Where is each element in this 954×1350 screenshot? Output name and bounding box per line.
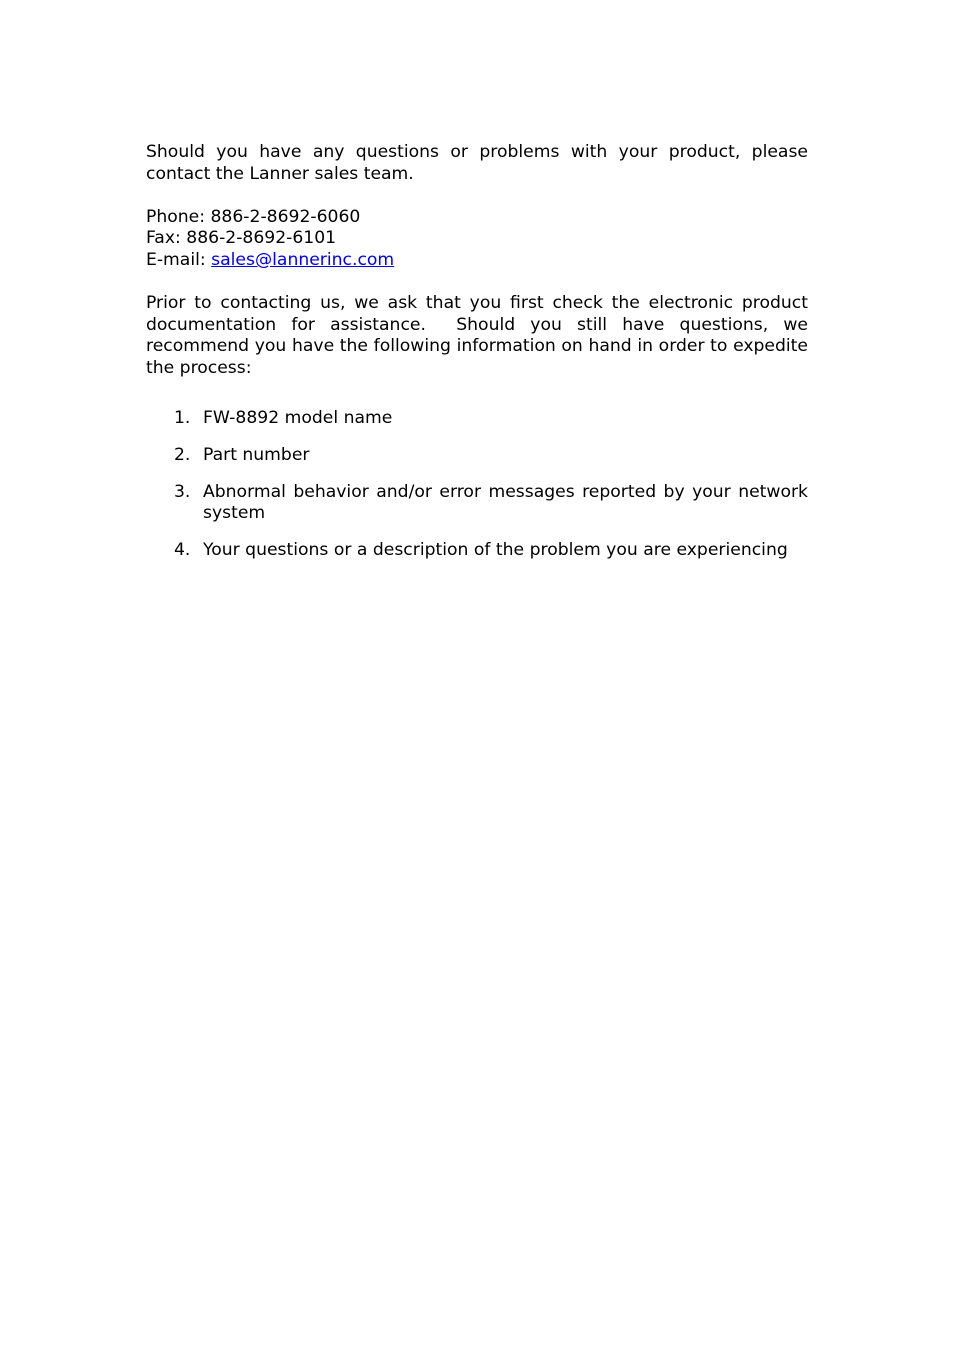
- info-checklist: [146, 408, 808, 562]
- list-item-number: 2.: [174, 444, 191, 465]
- list-item: [146, 408, 808, 430]
- list-item-number: 4.: [174, 540, 191, 561]
- list-item-number: 1.: [174, 407, 191, 428]
- list-item: [146, 445, 808, 467]
- list-item-text: Part number: [203, 444, 310, 465]
- email-line: [146, 250, 808, 272]
- email-label: E-mail:: [146, 249, 212, 270]
- phone-line: Phone: 886-2-8692-6060: [146, 206, 361, 227]
- list-item-text: Your questions or a description of the problem you are experiencing: [203, 540, 788, 561]
- list-item: [146, 540, 808, 562]
- contact-block: [146, 207, 808, 272]
- document-page: [146, 142, 814, 578]
- fax-line: Fax: 886-2-8692-6101: [146, 228, 337, 249]
- list-item-number: 3.: [174, 481, 191, 502]
- prior-paragraph: Prior to contacting us, we ask that you first check the electronic product documentation for assistance. Should you still have questions, we recommend you have the following information on hand in order to expedite the process:: [146, 293, 814, 378]
- list-item: [146, 482, 808, 525]
- list-item-text: FW-8892 model name: [203, 407, 393, 428]
- email-link[interactable]: sales@lannerinc.com: [211, 249, 395, 270]
- intro-paragraph: Should you have any questions or problems with your product, please contact the Lanner sales team.: [146, 142, 808, 184]
- list-item-text: Abnormal behavior and/or error messages reported by your network system: [203, 481, 808, 524]
